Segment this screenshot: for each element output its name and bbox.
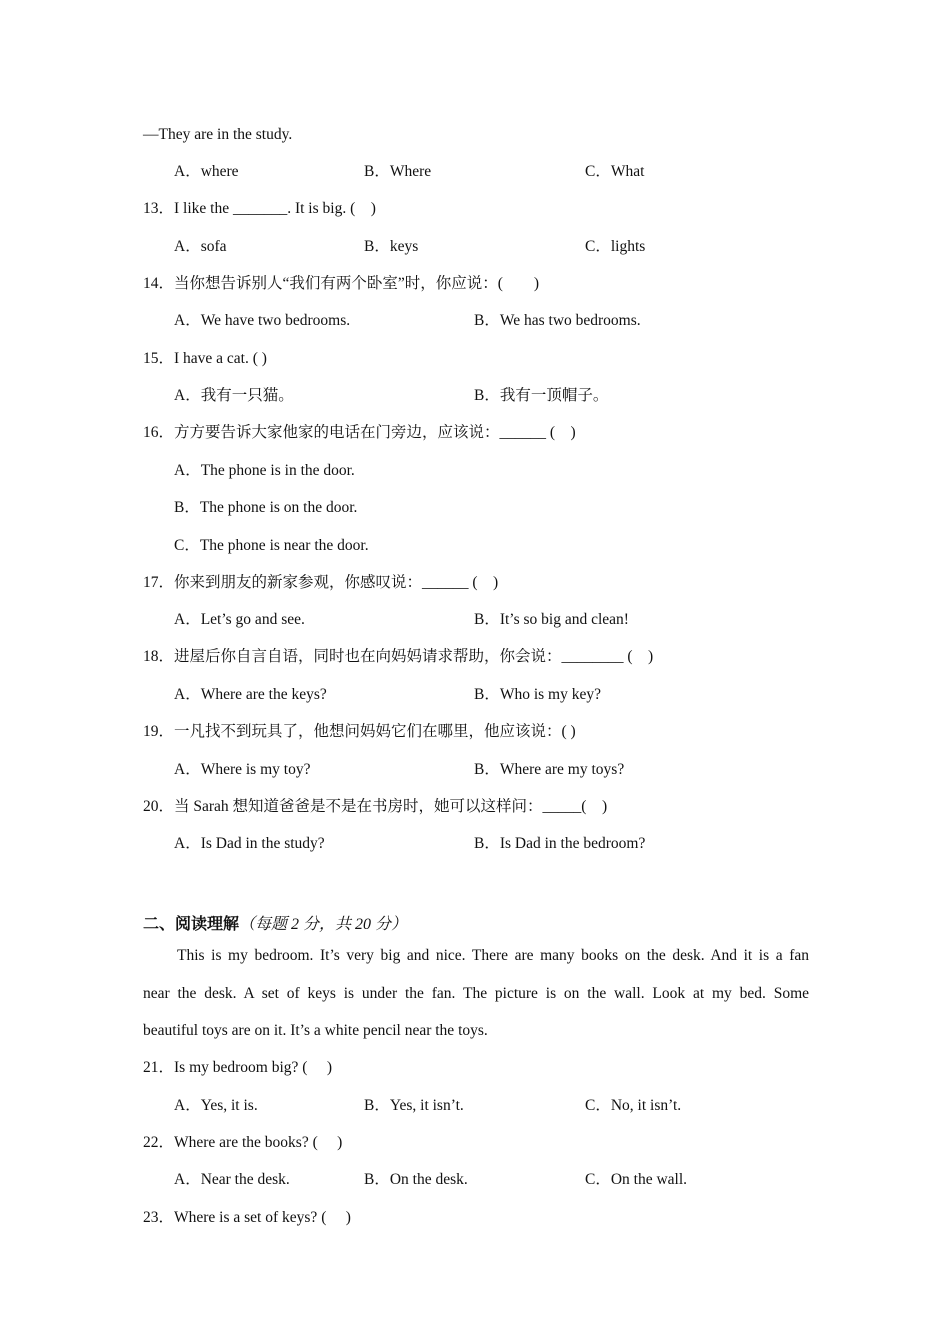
q23-stem: 23．Where is a set of keys? ( ) (143, 1209, 351, 1226)
passage-line-3: beautiful toys are on it. It’s a white pencil near the toys. (143, 1022, 488, 1039)
passage-line-1: This is my bedroom. It’s very big and nice. There are many books on the desk. And it is a fan (177, 947, 809, 964)
q21-option-b: B．Yes, it isn’t. (364, 1097, 464, 1114)
q12-option-b: B．Where (364, 163, 432, 180)
q22-option-a: A．Near the desk. (174, 1171, 290, 1188)
q16-option-b: B．The phone is on the door. (174, 499, 358, 516)
q12-option-c: C．What (585, 163, 645, 180)
q13-option-a: A．sofa (174, 238, 227, 255)
q17-stem: 17．你来到朋友的新家参观，你感叹说：______ ( ) (143, 574, 499, 591)
q22-option-b: B．On the desk. (364, 1171, 468, 1188)
q21-option-c: C．No, it isn’t. (585, 1097, 682, 1114)
q13-option-b: B．keys (364, 238, 419, 255)
q14-option-a: A．We have two bedrooms. (174, 312, 351, 329)
q19-stem: 19．一凡找不到玩具了，他想问妈妈它们在哪里，他应该说：( ) (143, 723, 576, 740)
q15-stem: 15．I have a cat. ( ) (143, 350, 267, 367)
q13-option-c: C．lights (585, 238, 646, 255)
q18-option-a: A．Where are the keys? (174, 686, 327, 703)
q18-stem: 18．进屋后你自言自语，同时也在向妈妈请求帮助，你会说：________ ( ) (143, 648, 654, 665)
section-2-title: 二、阅读理解 (143, 916, 240, 933)
q14-stem: 14．当你想告诉别人“我们有两个卧室”时，你应说：( ) (143, 275, 540, 292)
q22-option-c: C．On the wall. (585, 1171, 688, 1188)
q17-option-a: A．Let’s go and see. (174, 611, 305, 628)
q17-option-b: B．It’s so big and clean! (474, 611, 629, 628)
q20-option-b: B．Is Dad in the bedroom? (474, 835, 646, 852)
q22-stem: 22．Where are the books? ( ) (143, 1134, 343, 1151)
q14-option-b: B．We has two bedrooms. (474, 312, 641, 329)
q16-stem: 16．方方要告诉大家他家的电话在门旁边，应该说：______ ( ) (143, 424, 576, 441)
q15-option-a: A．我有一只猫。 (174, 387, 294, 404)
q16-option-a: A．The phone is in the door. (174, 462, 355, 479)
q13-stem: 13．I like the _______. It is big. ( ) (143, 200, 376, 217)
q12-option-a: A．where (174, 163, 239, 180)
q19-option-a: A．Where is my toy? (174, 761, 311, 778)
section-2-score-note: （每题 2 分，共 20 分） (239, 916, 408, 933)
q20-option-a: A．Is Dad in the study? (174, 835, 325, 852)
q21-option-a: A．Yes, it is. (174, 1097, 258, 1114)
q16-option-c: C．The phone is near the door. (174, 537, 369, 554)
section-2-heading (143, 915, 407, 935)
q19-option-b: B．Where are my toys? (474, 761, 625, 778)
q18-option-b: B．Who is my key? (474, 686, 601, 703)
q12-answer-line: —They are in the study. (143, 126, 293, 143)
q20-stem: 20．当 Sarah 想知道爸爸是不是在书房时，她可以这样问：_____( ) (143, 798, 608, 815)
passage-line-2: near the desk. A set of keys is under the fan. The picture is on the wall. Look at my bed. Some (143, 985, 809, 1002)
q15-option-b: B．我有一顶帽子。 (474, 387, 609, 404)
q21-stem: 21．Is my bedroom big? ( ) (143, 1059, 332, 1076)
